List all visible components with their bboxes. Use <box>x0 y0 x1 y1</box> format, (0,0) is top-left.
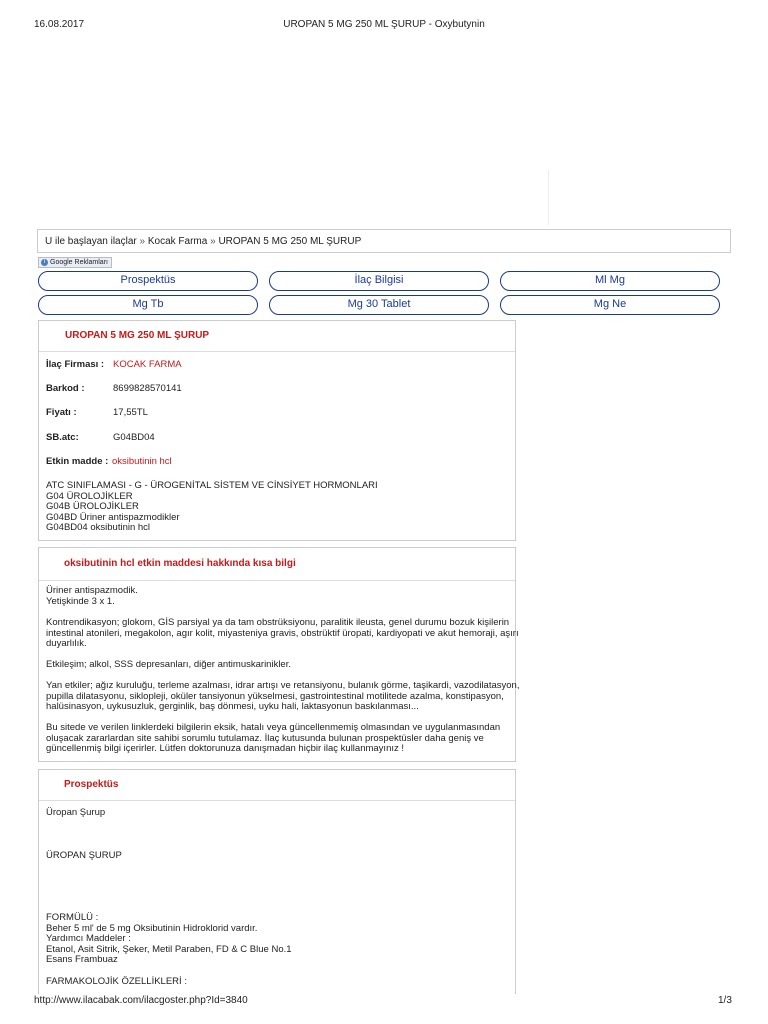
mg-tb-button[interactable]: Mg Tb <box>38 295 258 315</box>
text-line: Yardımcı Maddeler : <box>46 933 131 944</box>
active-ingredient-info-panel <box>38 547 520 762</box>
prospektus-button[interactable]: Prospektüs <box>38 271 258 291</box>
text-line: Esans Frambuaz <box>46 954 118 965</box>
active-ingredient-label: Etkin madde : <box>46 456 109 467</box>
prospektus-line-1: Üropan Şurup <box>46 807 106 818</box>
drug-info-panel <box>38 320 516 541</box>
breadcrumb-separator: » <box>210 236 216 247</box>
ad-divider <box>548 170 549 225</box>
text-line: pupilla dilatasyonu, siklopleji, oküler tansiyonun yükselmesi, gastrointestinal motilitede azalma, konstipasyon, <box>46 690 504 702</box>
print-title: UROPAN 5 MG 250 ML ŞURUP - Oxybutynin <box>283 19 485 30</box>
text-line: halüsinasyon, uykusuzluk, gerginlik, baş dönmesi, uyku hali, laktasyonun baskılanması... <box>46 701 419 712</box>
print-date: 16.08.2017 <box>34 19 85 30</box>
text-line: oluşacak zararlardan site sahibi sorumlu tutulamaz. İlaç kutusunda bulunan prospektüsler daha geniş ve <box>46 732 484 744</box>
formula-section <box>46 913 292 966</box>
atc-line: G04 ÜROLOJİKLER <box>46 490 133 502</box>
ilac-bilgisi-button[interactable]: İlaç Bilgisi <box>269 271 489 291</box>
prospektus-line-2: ÜROPAN ŞURUP <box>46 850 122 861</box>
active-ingredient-value[interactable]: oksibutinin hcl <box>112 456 172 467</box>
text-line: Etanol, Asit Sitrik, Şeker, Metil Paraben, FD & C Blue No.1 <box>46 943 292 955</box>
interaction-paragraph <box>46 660 291 671</box>
text-line: FORMÜLÜ : <box>46 912 99 923</box>
text-line: Etkileşim; alkol, SSS depresanları, diğer antimuskarinikler. <box>46 659 291 670</box>
atc-line: G04BD04 oksibutinin hcl <box>46 522 151 533</box>
disclaimer-paragraph <box>46 723 500 755</box>
info-title: oksibutinin hcl etkin maddesi hakkında kısa bilgi <box>64 558 296 569</box>
text-line: duyarlılık. <box>46 638 87 649</box>
breadcrumb-separator: » <box>139 236 146 247</box>
text-line: Yetişkinde 3 x 1. <box>46 595 115 607</box>
mg-30-tablet-button[interactable]: Mg 30 Tablet <box>269 295 489 315</box>
price-value: 17,55TL <box>113 407 148 418</box>
barcode-value: 8699828570141 <box>113 383 182 394</box>
info-paragraph-1 <box>46 586 138 607</box>
text-line: Bu sitede ve verilen linklerdeki bilgilerin eksik, hatalı veya güncellenmemiş olmasından ve uygulanmasından <box>46 722 501 733</box>
breadcrumb-link-u-drugs[interactable]: U ile başlayan ilaçlar <box>45 236 137 247</box>
firm-value[interactable]: KOCAK FARMA <box>113 359 182 370</box>
price-label: Fiyatı : <box>46 407 77 418</box>
text-line: güncellenmiş bilgi içerirler. Lütfen doktorunuza danışmadan hiçbir ilaç kullanmayınız ! <box>46 743 405 754</box>
text-line: Kontrendikasyon; glokom, GİS parsiyal ya da tam obstrüksiyonu, paralitik ileusta, genel durumu bozuk kişilerin <box>46 617 510 628</box>
print-url: http://www.ilacabak.com/ilacgoster.php?Id=3840 <box>34 995 248 1006</box>
text-line: Üriner antispazmodik. <box>46 585 138 596</box>
side-effects-paragraph <box>46 681 519 713</box>
google-ads-badge[interactable] <box>38 257 112 268</box>
text-line: Yan etkiler; ağız kuruluğu, terleme azalması, idrar artışı ve retansiyonu, bulanık görme, taşikardi, vazodilatasyon, <box>46 680 520 691</box>
contraindication-paragraph <box>46 618 519 650</box>
atc-line: G04BD Üriner antispazmodikler <box>46 511 180 523</box>
google-ads-label: Google Reklamları <box>50 259 108 266</box>
breadcrumb-current: UROPAN 5 MG 250 ML ŞURUP <box>218 236 362 247</box>
atc-classification <box>46 481 378 534</box>
info-icon: i <box>41 259 48 266</box>
text-line: Beher 5 ml' de 5 mg Oksibutinin Hidroklorid vardır. <box>46 922 258 934</box>
prospektus-panel <box>38 769 516 994</box>
pharmacology-heading: FARMAKOLOJİK ÖZELLİKLERİ : <box>46 976 187 987</box>
sbatc-value: G04BD04 <box>113 432 155 443</box>
barcode-label: Barkod : <box>46 383 85 394</box>
text-line: intestinal atonileri, megakolon, agır kolit, miyasteniya gravis, obstrüktif üropati, kardiyopati ve akut hemoraji, aşırı <box>46 627 519 639</box>
sbatc-label: SB.atc: <box>46 432 79 443</box>
prospektus-title: Prospektüs <box>64 779 119 790</box>
breadcrumb-link-kocak-farma[interactable]: Kocak Farma <box>147 236 208 247</box>
ml-mg-button[interactable]: Ml Mg <box>500 271 720 291</box>
firm-label: İlaç Firması : <box>46 359 105 370</box>
mg-ne-button[interactable]: Mg Ne <box>500 295 720 315</box>
print-page-number: 1/3 <box>718 995 732 1006</box>
breadcrumb <box>37 229 731 253</box>
atc-line: G04B ÜROLOJİKLER <box>46 501 139 512</box>
atc-line: ATC SINIFLAMASI - G - ÜROGENİTAL SİSTEM VE CİNSİYET HORMONLARI <box>46 480 378 491</box>
drug-title: UROPAN 5 MG 250 ML ŞURUP <box>65 330 210 341</box>
